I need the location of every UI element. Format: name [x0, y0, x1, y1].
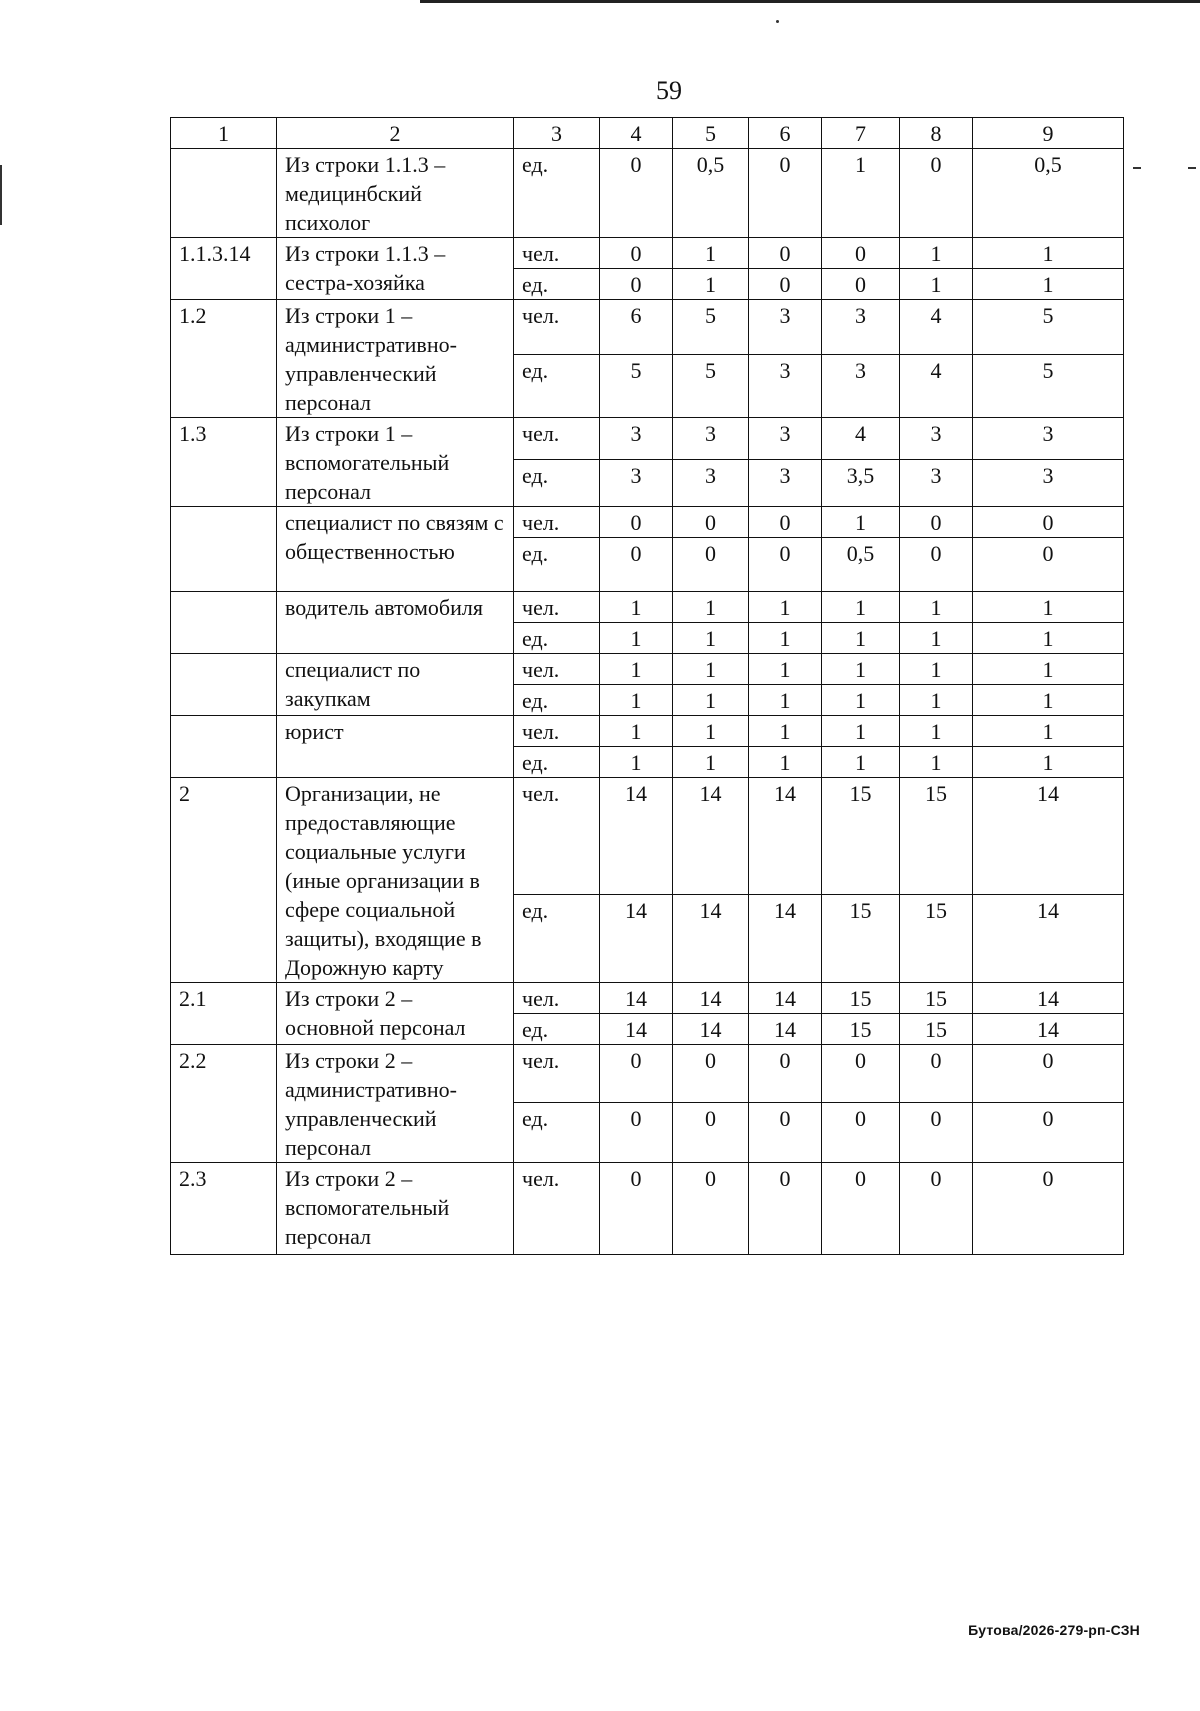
value-cell: 0 — [673, 1163, 749, 1255]
value-cell: 1 — [900, 747, 973, 778]
value-cell: 3 — [822, 300, 900, 355]
value-cell: 3 — [600, 460, 673, 507]
value-cell: 14 — [973, 1014, 1124, 1045]
value-cell: 14 — [973, 983, 1124, 1014]
value-cell: 0 — [822, 1045, 900, 1103]
row-code: 2 — [171, 778, 277, 983]
page-number-text: 59 — [656, 76, 682, 105]
table-row — [171, 778, 1124, 895]
value-cell: 1 — [822, 685, 900, 716]
value-cell: 15 — [900, 894, 973, 982]
value-cell: 5 — [673, 354, 749, 417]
value-cell: 15 — [900, 1014, 973, 1045]
unit-cell: чел. — [514, 654, 600, 685]
row-name: юрист — [277, 716, 514, 778]
value-cell: 0 — [822, 1103, 900, 1163]
value-cell: 1 — [973, 592, 1124, 623]
table-row — [171, 1045, 1124, 1103]
value-cell: 0,5 — [673, 149, 749, 238]
document-code: Бутова/2026-279-рп-СЗН — [968, 1622, 1140, 1638]
unit-cell: чел. — [514, 778, 600, 895]
value-cell: 14 — [673, 983, 749, 1014]
value-cell: 1 — [973, 238, 1124, 269]
value-cell: 0 — [600, 507, 673, 538]
row-name: Из строки 2 – вспомогательный персонал — [277, 1163, 514, 1255]
value-cell: 1 — [973, 654, 1124, 685]
unit-cell: чел. — [514, 983, 600, 1014]
value-cell: 14 — [673, 1014, 749, 1045]
value-cell: 0 — [600, 238, 673, 269]
value-cell: 1 — [973, 747, 1124, 778]
value-cell: 5 — [600, 354, 673, 417]
value-cell: 3 — [600, 418, 673, 460]
value-cell: 0 — [900, 149, 973, 238]
value-cell: 14 — [600, 1014, 673, 1045]
value-cell: 0 — [822, 1163, 900, 1255]
table-row — [171, 149, 1124, 238]
column-header: 5 — [673, 118, 749, 149]
value-cell: 1 — [822, 654, 900, 685]
page-number — [0, 76, 1200, 106]
value-cell: 1 — [822, 747, 900, 778]
value-cell: 3 — [749, 460, 822, 507]
value-cell: 14 — [600, 894, 673, 982]
value-cell: 0 — [900, 1103, 973, 1163]
value-cell: 0 — [900, 507, 973, 538]
value-cell: 0 — [900, 1045, 973, 1103]
value-cell: 0 — [973, 538, 1124, 592]
value-cell: 3 — [973, 418, 1124, 460]
value-cell: 14 — [600, 983, 673, 1014]
data-table — [170, 117, 1124, 1255]
table-row — [171, 507, 1124, 538]
value-cell: 0 — [822, 269, 900, 300]
value-cell: 0 — [749, 269, 822, 300]
row-code — [171, 592, 277, 654]
value-cell: 15 — [822, 983, 900, 1014]
table-row — [171, 418, 1124, 460]
row-code — [171, 507, 277, 592]
value-cell: 1 — [822, 507, 900, 538]
value-cell: 5 — [673, 300, 749, 355]
table-row — [171, 1163, 1124, 1255]
value-cell: 0 — [600, 1103, 673, 1163]
value-cell: 15 — [822, 1014, 900, 1045]
value-cell: 0 — [673, 538, 749, 592]
unit-cell: ед. — [514, 894, 600, 982]
column-header: 7 — [822, 118, 900, 149]
value-cell: 1 — [749, 747, 822, 778]
value-cell: 0 — [749, 1045, 822, 1103]
row-name: Из строки 2 – основной персонал — [277, 983, 514, 1045]
unit-cell: ед. — [514, 354, 600, 417]
row-name: Из строки 1.1.3 – сестра-хозяйка — [277, 238, 514, 300]
value-cell: 1 — [749, 592, 822, 623]
value-cell: 0 — [749, 538, 822, 592]
row-code — [171, 654, 277, 716]
unit-cell: чел. — [514, 418, 600, 460]
unit-cell: ед. — [514, 747, 600, 778]
value-cell: 1 — [900, 592, 973, 623]
value-cell: 3 — [749, 300, 822, 355]
value-cell: 4 — [900, 354, 973, 417]
row-name: Из строки 2 – административно-управленческий персонал — [277, 1045, 514, 1163]
value-cell: 1 — [673, 654, 749, 685]
scan-edge-line — [420, 0, 1200, 3]
value-cell: 1 — [673, 592, 749, 623]
row-code: 1.1.3.14 — [171, 238, 277, 300]
value-cell: 1 — [673, 747, 749, 778]
value-cell: 5 — [973, 354, 1124, 417]
value-cell: 1 — [673, 685, 749, 716]
value-cell: 0,5 — [973, 149, 1124, 238]
column-header: 6 — [749, 118, 822, 149]
column-header: 3 — [514, 118, 600, 149]
value-cell: 0 — [600, 269, 673, 300]
value-cell: 3 — [673, 460, 749, 507]
row-code: 1.2 — [171, 300, 277, 418]
unit-cell: ед. — [514, 685, 600, 716]
value-cell: 1 — [973, 685, 1124, 716]
value-cell: 1 — [673, 623, 749, 654]
value-cell: 15 — [900, 778, 973, 895]
unit-cell: ед. — [514, 1103, 600, 1163]
value-cell: 14 — [749, 894, 822, 982]
value-cell: 0 — [673, 1045, 749, 1103]
value-cell: 0 — [600, 538, 673, 592]
value-cell: 0 — [900, 1163, 973, 1255]
unit-cell: ед. — [514, 269, 600, 300]
table-row — [171, 592, 1124, 623]
unit-cell: ед. — [514, 623, 600, 654]
unit-cell: чел. — [514, 1163, 600, 1255]
row-code: 2.1 — [171, 983, 277, 1045]
scan-speck — [776, 20, 779, 23]
row-code — [171, 716, 277, 778]
table-row — [171, 300, 1124, 355]
value-cell: 14 — [673, 894, 749, 982]
value-cell: 1 — [973, 623, 1124, 654]
unit-cell: ед. — [514, 1014, 600, 1045]
row-name: Из строки 1 – вспомогательный персонал — [277, 418, 514, 507]
value-cell: 1 — [600, 592, 673, 623]
value-cell: 0 — [600, 1045, 673, 1103]
value-cell: 0 — [749, 1103, 822, 1163]
value-cell: 14 — [673, 778, 749, 895]
value-cell: 3 — [749, 354, 822, 417]
value-cell: 1 — [673, 716, 749, 747]
value-cell: 3 — [749, 418, 822, 460]
scan-speck — [1188, 167, 1196, 169]
value-cell: 14 — [749, 1014, 822, 1045]
row-code: 2.3 — [171, 1163, 277, 1255]
unit-cell: чел. — [514, 716, 600, 747]
value-cell: 4 — [822, 418, 900, 460]
value-cell: 1 — [749, 654, 822, 685]
value-cell: 0 — [822, 238, 900, 269]
value-cell: 3 — [900, 460, 973, 507]
value-cell: 1 — [900, 654, 973, 685]
table-header-row — [171, 118, 1124, 149]
row-name: специалист по закупкам — [277, 654, 514, 716]
column-header: 2 — [277, 118, 514, 149]
column-header: 4 — [600, 118, 673, 149]
value-cell: 15 — [900, 983, 973, 1014]
value-cell: 0 — [973, 1163, 1124, 1255]
scan-edge-mark — [0, 165, 2, 225]
value-cell: 3,5 — [822, 460, 900, 507]
value-cell: 0 — [600, 149, 673, 238]
row-name: специалист по связям с общественностью — [277, 507, 514, 592]
value-cell: 1 — [600, 747, 673, 778]
value-cell: 1 — [749, 716, 822, 747]
value-cell: 14 — [749, 983, 822, 1014]
value-cell: 3 — [822, 354, 900, 417]
value-cell: 1 — [900, 269, 973, 300]
value-cell: 5 — [973, 300, 1124, 355]
row-name: Из строки 1 – административно-управленческий персонал — [277, 300, 514, 418]
value-cell: 0 — [973, 1045, 1124, 1103]
value-cell: 0 — [673, 507, 749, 538]
value-cell: 4 — [900, 300, 973, 355]
value-cell: 1 — [673, 238, 749, 269]
unit-cell: чел. — [514, 238, 600, 269]
scan-speck — [1133, 167, 1141, 169]
value-cell: 3 — [673, 418, 749, 460]
unit-cell: чел. — [514, 507, 600, 538]
value-cell: 6 — [600, 300, 673, 355]
value-cell: 1 — [600, 654, 673, 685]
unit-cell: ед. — [514, 149, 600, 238]
value-cell: 14 — [749, 778, 822, 895]
value-cell: 14 — [600, 778, 673, 895]
unit-cell: чел. — [514, 1045, 600, 1103]
value-cell: 0 — [749, 149, 822, 238]
unit-cell: ед. — [514, 538, 600, 592]
value-cell: 1 — [673, 269, 749, 300]
row-name: Организации, не предоставляющие социальные услуги (иные организации в сфере социальной защиты), входящие в Дорожную карту — [277, 778, 514, 983]
value-cell: 0 — [600, 1163, 673, 1255]
value-cell: 1 — [600, 623, 673, 654]
value-cell: 1 — [900, 623, 973, 654]
table-row — [171, 238, 1124, 269]
table-row — [171, 716, 1124, 747]
unit-cell: чел. — [514, 300, 600, 355]
value-cell: 1 — [900, 238, 973, 269]
row-name: Из строки 1.1.3 – медицинбский психолог — [277, 149, 514, 238]
value-cell: 15 — [822, 894, 900, 982]
value-cell: 0,5 — [822, 538, 900, 592]
value-cell: 0 — [973, 507, 1124, 538]
value-cell: 0 — [973, 1103, 1124, 1163]
value-cell: 14 — [973, 778, 1124, 895]
value-cell: 0 — [749, 1163, 822, 1255]
value-cell: 1 — [822, 149, 900, 238]
value-cell: 1 — [600, 716, 673, 747]
value-cell: 1 — [900, 685, 973, 716]
value-cell: 14 — [973, 894, 1124, 982]
unit-cell: чел. — [514, 592, 600, 623]
value-cell: 1 — [822, 716, 900, 747]
table-row — [171, 654, 1124, 685]
value-cell: 0 — [749, 238, 822, 269]
row-code — [171, 149, 277, 238]
unit-cell: ед. — [514, 460, 600, 507]
value-cell: 15 — [822, 778, 900, 895]
value-cell: 0 — [900, 538, 973, 592]
value-cell: 1 — [822, 623, 900, 654]
value-cell: 3 — [973, 460, 1124, 507]
column-header: 9 — [973, 118, 1124, 149]
table-row — [171, 983, 1124, 1014]
value-cell: 1 — [900, 716, 973, 747]
value-cell: 3 — [900, 418, 973, 460]
value-cell: 1 — [600, 685, 673, 716]
value-cell: 0 — [673, 1103, 749, 1163]
row-name: водитель автомобиля — [277, 592, 514, 654]
value-cell: 1 — [749, 685, 822, 716]
column-header: 1 — [171, 118, 277, 149]
row-code: 2.2 — [171, 1045, 277, 1163]
value-cell: 1 — [822, 592, 900, 623]
value-cell: 1 — [973, 716, 1124, 747]
value-cell: 0 — [749, 507, 822, 538]
column-header: 8 — [900, 118, 973, 149]
value-cell: 1 — [973, 269, 1124, 300]
value-cell: 1 — [749, 623, 822, 654]
row-code: 1.3 — [171, 418, 277, 507]
